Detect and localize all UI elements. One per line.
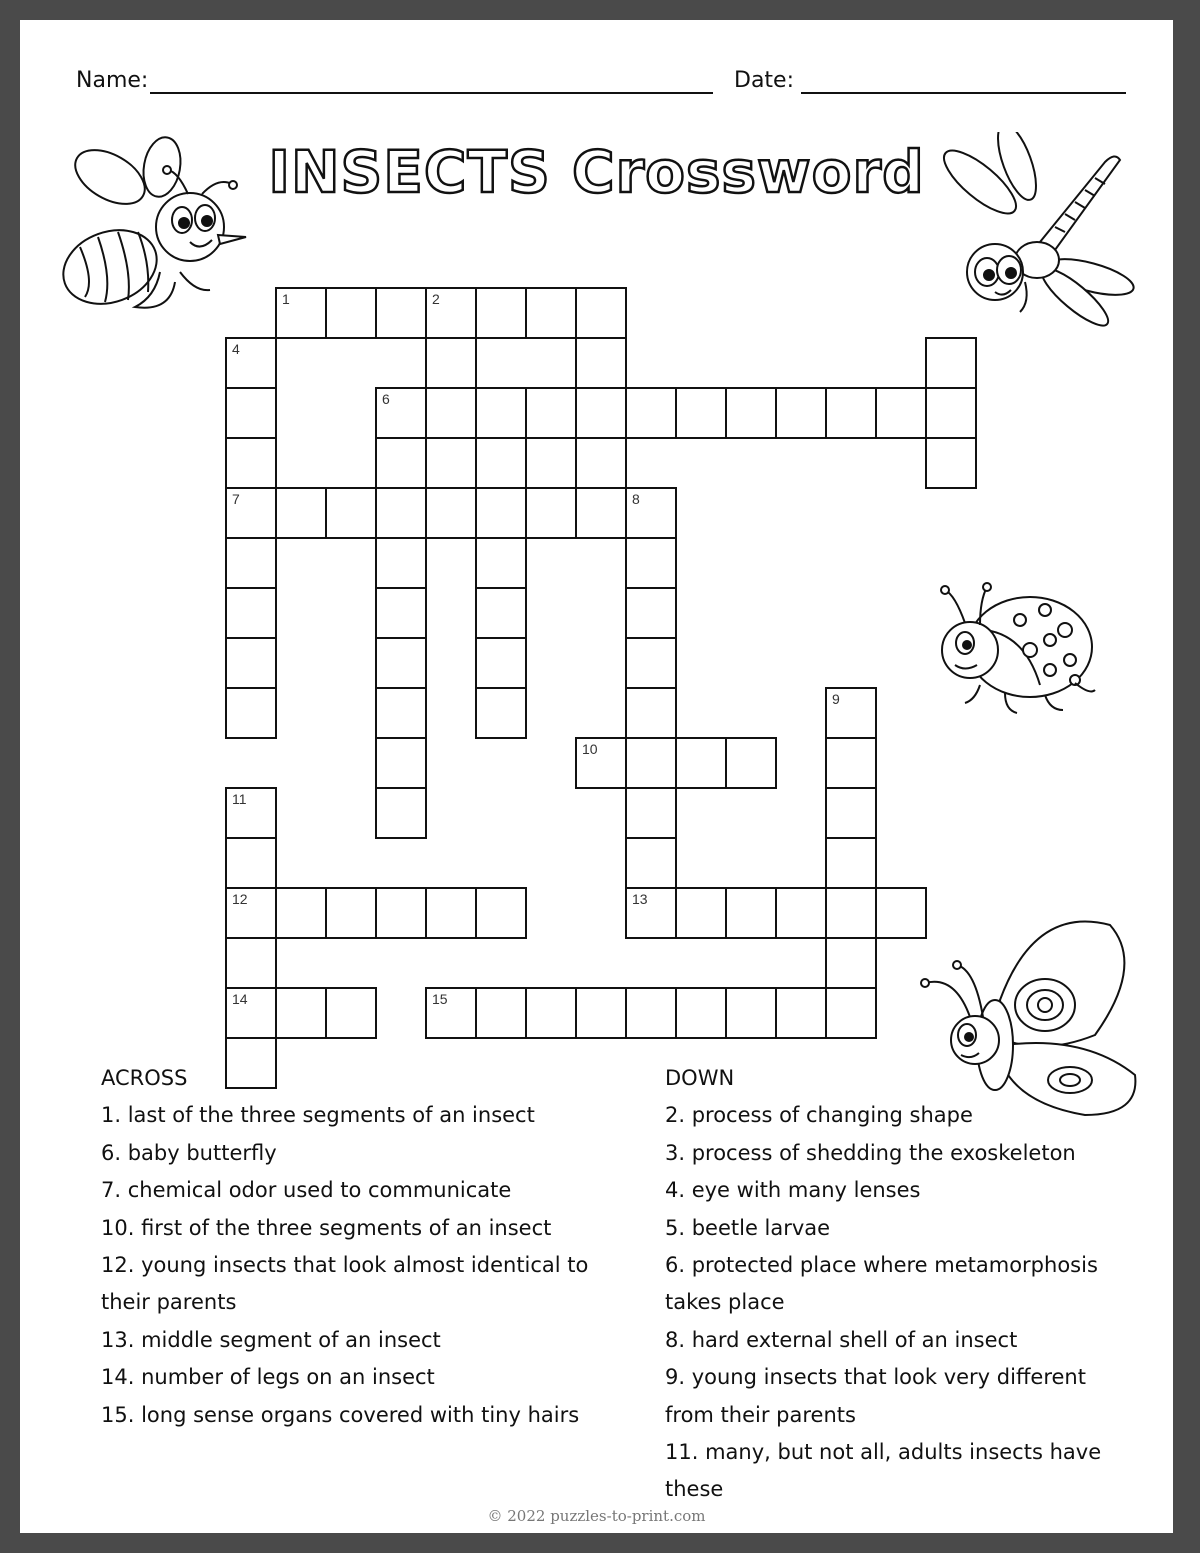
grid-cell[interactable]: [225, 787, 277, 839]
clue-number: 14: [232, 991, 248, 1007]
grid-cell[interactable]: [525, 387, 577, 439]
grid-cell[interactable]: [625, 837, 677, 889]
down-clues: [665, 1060, 1135, 1509]
grid-cell[interactable]: [325, 887, 377, 939]
grid-cell[interactable]: [725, 887, 777, 939]
grid-cell[interactable]: [575, 337, 627, 389]
grid-cell[interactable]: [775, 387, 827, 439]
grid-cell[interactable]: [625, 987, 677, 1039]
grid-cell[interactable]: [625, 887, 677, 939]
grid-cell[interactable]: [575, 387, 627, 439]
grid-cell[interactable]: [575, 437, 627, 489]
across-clues: [101, 1060, 621, 1434]
grid-cell[interactable]: [725, 987, 777, 1039]
clue-number: 11: [232, 791, 247, 807]
grid-cell[interactable]: [325, 987, 377, 1039]
date-label: Date:: [734, 68, 794, 93]
grid-cell[interactable]: [825, 937, 877, 989]
grid-cell[interactable]: [475, 987, 527, 1039]
grid-cell[interactable]: [425, 437, 477, 489]
grid-cell[interactable]: [425, 887, 477, 939]
grid-cell[interactable]: [575, 487, 627, 539]
grid-cell[interactable]: [225, 687, 277, 739]
grid-cell[interactable]: [225, 837, 277, 889]
clue-number: 4: [232, 341, 240, 357]
grid-cell[interactable]: [825, 787, 877, 839]
grid-cell[interactable]: [275, 487, 327, 539]
grid-cell[interactable]: [525, 987, 577, 1039]
grid-cell[interactable]: [375, 687, 427, 739]
clue-down-5: 5. beetle larvae: [665, 1215, 831, 1240]
grid-cell[interactable]: [475, 387, 527, 439]
clue-number: 12: [232, 891, 248, 907]
grid-cell[interactable]: [225, 337, 277, 389]
grid-cell[interactable]: [325, 287, 377, 339]
clue-down-2: 2. process of changing shape: [665, 1103, 973, 1128]
grid-cell[interactable]: [575, 987, 627, 1039]
clue-down-11: 11. many, but not all, adults insects have these: [665, 1440, 1102, 1502]
clue-number: 15: [432, 991, 448, 1007]
grid-cell[interactable]: [925, 437, 977, 489]
clue-number: 8: [632, 491, 640, 507]
grid-cell[interactable]: [875, 387, 927, 439]
clue-across-6: 6. baby butterfly: [101, 1140, 277, 1165]
clue-across-7: 7. chemical odor used to communicate: [101, 1178, 512, 1203]
grid-cell[interactable]: [375, 487, 427, 539]
grid-cell[interactable]: [375, 737, 427, 789]
grid-cell[interactable]: [375, 587, 427, 639]
grid-cell[interactable]: [475, 887, 527, 939]
grid-cell[interactable]: [675, 887, 727, 939]
grid-cell[interactable]: [475, 437, 527, 489]
grid-cell[interactable]: [225, 537, 277, 589]
grid-cell[interactable]: [675, 987, 727, 1039]
grid-cell[interactable]: [675, 737, 727, 789]
grid-cell[interactable]: [825, 737, 877, 789]
grid-cell[interactable]: [375, 387, 427, 439]
grid-cell[interactable]: [325, 487, 377, 539]
grid-cell[interactable]: [375, 287, 427, 339]
grid-cell[interactable]: [875, 887, 927, 939]
grid-cell[interactable]: [825, 387, 877, 439]
clue-across-14: 14. number of legs on an insect: [101, 1365, 435, 1390]
grid-cell[interactable]: [225, 437, 277, 489]
grid-cell[interactable]: [625, 787, 677, 839]
grid-cell[interactable]: [625, 537, 677, 589]
grid-cell[interactable]: [375, 437, 427, 489]
name-label: Name:: [76, 68, 149, 93]
clue-across-13: 13. middle segment of an insect: [101, 1327, 441, 1352]
grid-cell[interactable]: [825, 687, 877, 739]
grid-cell[interactable]: [425, 387, 477, 439]
grid-cell[interactable]: [425, 487, 477, 539]
copyright-footer: © 2022 puzzles-to-print.com: [487, 1507, 706, 1525]
clue-number: 1: [282, 291, 290, 307]
grid-cell[interactable]: [475, 537, 527, 589]
clue-across-10: 10. first of the three segments of an insect: [101, 1215, 552, 1240]
grid-cell[interactable]: [525, 487, 577, 539]
clue-number: 2: [432, 291, 440, 307]
grid-cell[interactable]: [725, 387, 777, 439]
grid-cell[interactable]: [275, 987, 327, 1039]
grid-cell[interactable]: [225, 587, 277, 639]
grid-cell[interactable]: [925, 337, 977, 389]
grid-cell[interactable]: [625, 487, 677, 539]
clue-down-6: 6. protected place where metamorphosis takes place: [665, 1253, 1098, 1315]
grid-cell[interactable]: [275, 287, 327, 339]
grid-cell[interactable]: [625, 687, 677, 739]
grid-cell[interactable]: [825, 887, 877, 939]
grid-cell[interactable]: [375, 787, 427, 839]
clue-number: 7: [232, 491, 240, 507]
grid-cell[interactable]: [275, 887, 327, 939]
grid-cell[interactable]: [225, 937, 277, 989]
grid-cell[interactable]: [775, 887, 827, 939]
grid-cell[interactable]: [675, 387, 727, 439]
grid-cell[interactable]: [925, 387, 977, 439]
grid-cell[interactable]: [475, 637, 527, 689]
clue-down-4: 4. eye with many lenses: [665, 1178, 921, 1203]
grid-cell[interactable]: [425, 287, 477, 339]
grid-cell[interactable]: [475, 287, 527, 339]
worksheet: [20, 20, 1173, 1533]
grid-cell[interactable]: [625, 637, 677, 689]
clue-across-15: 15. long sense organs covered with tiny hairs: [101, 1402, 580, 1427]
clue-down-9: 9. young insects that look very different from their parents: [665, 1365, 1086, 1427]
grid-cell[interactable]: [225, 987, 277, 1039]
clue-across-1: 1. last of the three segments of an insect: [101, 1103, 535, 1128]
clue-across-12: 12. young insects that look almost identical to their parents: [101, 1253, 589, 1315]
grid-cell[interactable]: [525, 287, 577, 339]
grid-cell[interactable]: [475, 587, 527, 639]
grid-cell[interactable]: [575, 737, 627, 789]
grid-cell[interactable]: [625, 587, 677, 639]
crossword-grid: [20, 20, 1173, 1060]
grid-cell[interactable]: [625, 387, 677, 439]
grid-cell[interactable]: [225, 387, 277, 439]
down-heading: DOWN: [665, 1066, 735, 1090]
grid-cell[interactable]: [475, 487, 527, 539]
clue-number: 13: [632, 891, 648, 907]
grid-cell[interactable]: [825, 987, 877, 1039]
grid-cell[interactable]: [725, 737, 777, 789]
grid-cell[interactable]: [375, 887, 427, 939]
grid-cell[interactable]: [425, 337, 477, 389]
grid-cell[interactable]: [825, 837, 877, 889]
across-heading: ACROSS: [101, 1066, 188, 1090]
grid-cell[interactable]: [475, 687, 527, 739]
clue-number: 6: [382, 391, 390, 407]
grid-cell[interactable]: [225, 637, 277, 689]
grid-cell[interactable]: [625, 737, 677, 789]
grid-cell[interactable]: [225, 487, 277, 539]
clue-down-8: 8. hard external shell of an insect: [665, 1327, 1018, 1352]
clue-number: 9: [832, 691, 840, 707]
grid-cell[interactable]: [775, 987, 827, 1039]
grid-cell[interactable]: [225, 887, 277, 939]
clue-down-3: 3. process of shedding the exoskeleton: [665, 1140, 1076, 1165]
grid-cell[interactable]: [575, 287, 627, 339]
grid-cell[interactable]: [375, 637, 427, 689]
page-title: INSECTS Crossword: [268, 138, 925, 206]
grid-cell[interactable]: [375, 537, 427, 589]
grid-cell[interactable]: [425, 987, 477, 1039]
clue-number: 10: [582, 741, 598, 757]
